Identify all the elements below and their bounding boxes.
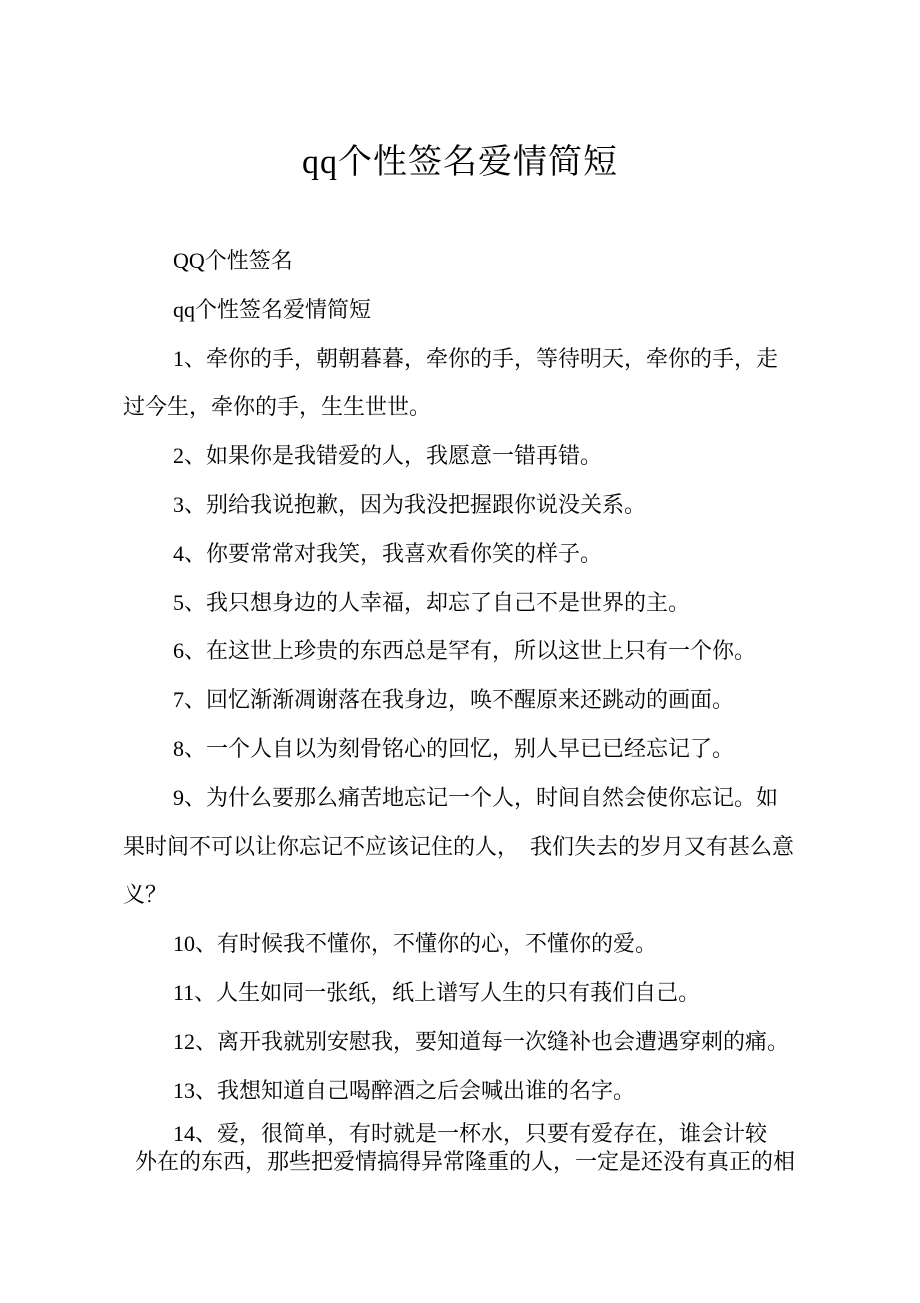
signature-item: [123, 1018, 818, 1067]
text-line: 6、在这世上珍贵的东西总是罕有，所以这世上只有一个你。: [173, 638, 757, 664]
signature-item: [123, 335, 818, 433]
signature-item: [123, 676, 818, 725]
text-line: 果时间不可以让你忘记不应该记住的人， 我们失去的岁月又有甚么意: [123, 833, 795, 859]
signature-item: [135, 1115, 818, 1176]
text-line: 3、别给我说抱歉，因为我没把握跟你说没关系。: [173, 491, 647, 517]
text-line: qq个性签名爱情简短: [173, 296, 372, 322]
text-line: QQ个性签名: [173, 248, 293, 273]
signature-item: [123, 725, 818, 774]
intro-paragraph: [123, 237, 818, 286]
text-line: 9、为什么要那么痛苦地忘记一个人，时间自然会使你忘记。如: [173, 784, 779, 810]
signature-item: [123, 627, 818, 676]
text-line: 过今生，牵你的手，生生世世。: [123, 394, 432, 420]
document-body: [123, 237, 818, 1176]
signature-item: [123, 920, 818, 969]
intro-paragraph: [123, 286, 818, 335]
text-line: 10、有时候我不懂你，不懂你的心，不懂你的爱。: [173, 931, 658, 957]
signature-item: [123, 530, 818, 579]
text-line: 12、离开我就别安慰我，要知道每一次缝补也会遭遇穿刺的痛。: [173, 1028, 790, 1054]
text-line: 11、人生如同一张纸，纸上谱写人生的只有莪们自己。: [173, 979, 701, 1005]
text-line: 1、牵你的手，朝朝暮暮，牵你的手，等待明天，牵你的手，走: [173, 345, 779, 371]
text-line: 7、回忆渐渐凋谢落在我身边，唤不醒原来还跳动的画面。: [173, 687, 735, 713]
text-line: 2、如果你是我错爱的人，我愿意一错再错。: [173, 443, 603, 469]
signature-item: [123, 579, 818, 628]
signature-item: [123, 969, 818, 1018]
text-line: 4、你要常常对我笑，我喜欢看你笑的样子。: [173, 540, 603, 566]
text-line: 8、一个人自以为刻骨铭心的回忆，别人早已已经忘记了。: [173, 735, 735, 761]
text-line: 5、我只想身边的人幸福，却忘了自己不是世界的主。: [173, 589, 691, 615]
signature-item: [123, 432, 818, 481]
text-line: 外在的东西，那些把爱情搞得异常隆重的人，一定是还没有真正的相: [135, 1149, 796, 1175]
text-line: 14、爱，很简单，有时就是一杯水，只要有爱存在，谁会计较: [173, 1121, 768, 1147]
signature-item: [123, 774, 818, 920]
signature-item: [123, 481, 818, 530]
document-title: qq个性签名爱情简短: [302, 144, 618, 181]
text-line: 义？: [123, 882, 168, 908]
text-line: 13、我想知道自己喝醉酒之后会喊出谁的名字。: [173, 1077, 636, 1103]
signature-item: [123, 1067, 818, 1116]
